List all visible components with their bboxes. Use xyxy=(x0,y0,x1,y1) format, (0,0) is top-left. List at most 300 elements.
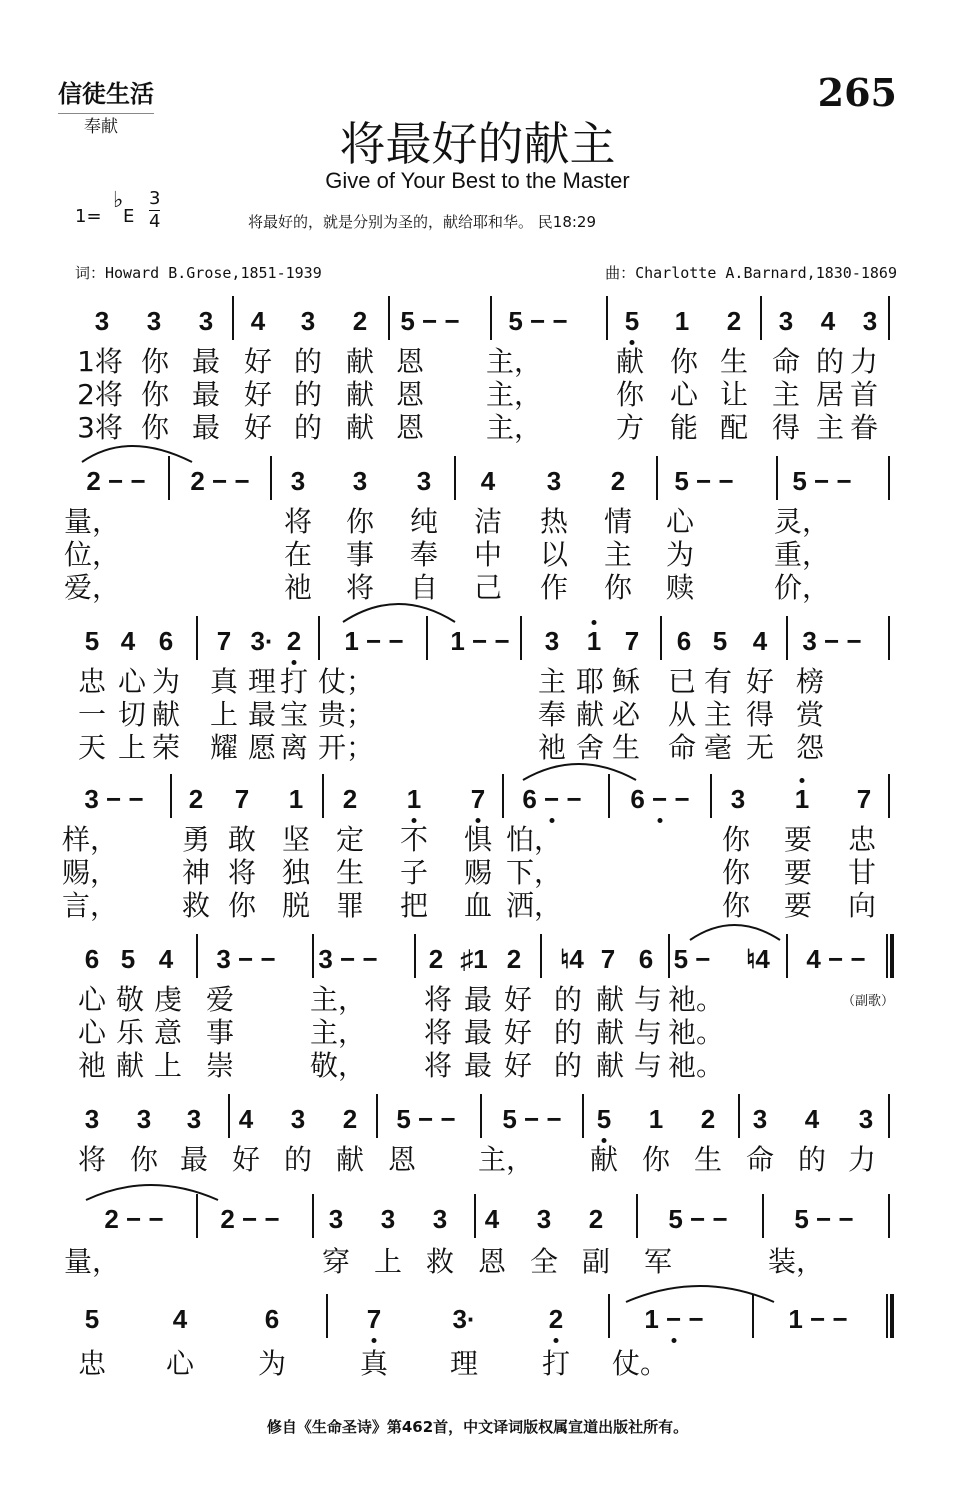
lyric-syllable: 价， xyxy=(773,571,831,604)
lyric-syllable: 纯 xyxy=(409,505,439,538)
lyric-syllable: 奉 xyxy=(409,538,439,571)
note: 1 − − xyxy=(344,626,404,656)
note: 4 xyxy=(158,944,174,974)
hymn-subtitle: Give of Your Best to the Master xyxy=(325,168,630,193)
note: 2 xyxy=(188,784,204,814)
note: 1 − − xyxy=(644,1304,704,1334)
lyric-syllable: 主， xyxy=(485,378,543,411)
note: 4 xyxy=(172,1304,188,1334)
lyric-syllable: 忠 xyxy=(77,665,107,698)
lyric-syllable: 最 xyxy=(247,698,277,731)
note: 6 xyxy=(264,1304,280,1334)
note: 2 − − xyxy=(86,466,146,496)
note: 1 xyxy=(794,784,810,814)
lyric-syllable: 理 xyxy=(449,1347,479,1380)
note: 3 xyxy=(416,466,432,496)
lyric-syllable: 心 xyxy=(77,983,107,1016)
lyric-syllable: 的 xyxy=(553,1016,583,1049)
lyric-syllable: 献 xyxy=(595,983,625,1016)
note: 3 xyxy=(858,1104,874,1134)
lyric-syllable: 怨 xyxy=(795,731,825,764)
note: 5 − − xyxy=(674,466,734,496)
note: 3 xyxy=(290,466,306,496)
lyric-syllable: 心 xyxy=(669,378,699,411)
lyric-syllable: 的 xyxy=(797,1143,827,1176)
lyric-syllable: 好 xyxy=(503,983,533,1016)
lyric-syllable: 事 xyxy=(345,538,375,571)
lyric-syllable: 主， xyxy=(485,345,543,378)
note: 6 − − xyxy=(522,784,582,814)
lyric-syllable: 真 xyxy=(359,1347,389,1380)
slur-4 xyxy=(690,925,780,940)
note: 3 xyxy=(380,1204,396,1234)
lyric-syllable: 的 xyxy=(293,411,323,444)
note: 2 xyxy=(726,306,742,336)
note: 2 xyxy=(286,626,302,656)
note: 4 xyxy=(752,626,768,656)
lyric-syllable: 量， xyxy=(63,505,121,538)
lyric-syllable: 主， xyxy=(485,411,543,444)
lyric-syllable: 你 xyxy=(345,505,375,538)
lyric-syllable: 副 xyxy=(581,1245,611,1278)
lyric-syllable: 赏 xyxy=(795,698,825,731)
note: ♮4 xyxy=(746,944,770,974)
note: 3 xyxy=(432,1204,448,1234)
lyric-syllable: 天 xyxy=(77,731,107,764)
note: 3 xyxy=(94,306,110,336)
lyric-syllable: 全 xyxy=(529,1245,559,1278)
lyric-syllable: 首 xyxy=(849,378,879,411)
note: 2 xyxy=(342,1104,358,1134)
lyric-syllable: 你 xyxy=(669,345,699,378)
note: 1 xyxy=(674,306,690,336)
lyric-syllable: 的 xyxy=(553,1049,583,1082)
lyric-syllable: 祂 xyxy=(537,731,567,764)
lyricist-credit: 词：Howard B.Grose,1851-1939 xyxy=(75,264,322,282)
lyric-syllable: 祂。 xyxy=(667,1016,725,1049)
lyric-syllable: 最 xyxy=(463,1016,493,1049)
time-bottom: 4 xyxy=(149,211,161,232)
lyric-syllable: 好 xyxy=(243,411,273,444)
note: 1 − − xyxy=(450,626,510,656)
lyric-syllable: 你 xyxy=(721,856,751,889)
note: 2 − − xyxy=(190,466,250,496)
lyric-syllable: 敢 xyxy=(227,823,257,856)
lyric-syllable: 配 xyxy=(719,411,749,444)
flat-icon: ♭ xyxy=(113,188,124,213)
lyric-syllable: 的 xyxy=(553,983,583,1016)
slur-2 xyxy=(343,604,455,622)
lyric-syllable: 献 xyxy=(151,698,181,731)
hymn-number: 265 xyxy=(817,70,897,115)
lyric-syllable: 力 xyxy=(847,1143,877,1176)
note: 7 xyxy=(600,944,616,974)
note: 5 − − xyxy=(502,1104,562,1134)
note: 5 xyxy=(624,306,640,336)
note: 1 − − xyxy=(788,1304,848,1334)
lyric-syllable: 恩 xyxy=(395,345,425,378)
lyric-syllable: 已 xyxy=(667,665,697,698)
note: 3 xyxy=(352,466,368,496)
note: 2 − − xyxy=(104,1204,164,1234)
lyric-syllable: 爱， xyxy=(63,571,121,604)
lyric-syllable: 献 xyxy=(345,345,375,378)
lyric-syllable: 荣 xyxy=(151,731,181,764)
lyric-syllable: 与 xyxy=(633,1049,663,1082)
lyric-syllable: 将 xyxy=(283,505,313,538)
lyric-syllable: 与 xyxy=(633,1016,663,1049)
lyric-syllable: 甘 xyxy=(847,856,877,889)
note: 5 xyxy=(84,1304,100,1334)
lyric-syllable: 最 xyxy=(179,1143,209,1176)
lyric-syllable: 独 xyxy=(281,856,311,889)
lyric-syllable: 灵， xyxy=(773,505,831,538)
lyric-syllable: 坚 xyxy=(281,823,311,856)
lyric-syllable: 敬 xyxy=(115,983,145,1016)
lyric-syllable: 将 xyxy=(227,856,257,889)
note: 3 xyxy=(300,306,316,336)
lyric-syllable: 恩 xyxy=(395,411,425,444)
note: 4 − − xyxy=(806,944,866,974)
lyric-syllable: 从 xyxy=(667,698,697,731)
lyric-syllable: 愿 xyxy=(247,731,277,764)
lyric-syllable: 情 xyxy=(603,505,633,538)
lyric-syllable: 献 xyxy=(589,1143,619,1176)
lyric-syllable: 把 xyxy=(399,889,429,922)
lyric-syllable: 自 xyxy=(409,571,439,604)
lyric-syllable: 意 xyxy=(153,1016,183,1049)
note: 3 xyxy=(546,466,562,496)
lyric-syllable: 得 xyxy=(771,411,801,444)
lyric-syllable: 打 xyxy=(541,1347,571,1380)
lyric-syllable: 将 xyxy=(423,1049,453,1082)
lyric-syllable: 为 xyxy=(151,665,181,698)
note: 4 xyxy=(250,306,266,336)
lyric-syllable: 居 xyxy=(815,378,845,411)
lyric-syllable: 2将 xyxy=(77,378,123,411)
lyric-syllable: 赐 xyxy=(463,856,493,889)
lyric-syllable: 为 xyxy=(257,1347,287,1380)
lyric-syllable: 以 xyxy=(539,538,569,571)
note: 2 xyxy=(588,1204,604,1234)
note: 3 xyxy=(778,306,794,336)
copyright-footer: 修自《生命圣诗》第462首，中文译词版权属宣道出版社所有。 xyxy=(266,1418,689,1436)
lyric-syllable: 为 xyxy=(665,538,695,571)
lyric-syllable: 主 xyxy=(771,378,801,411)
lyric-syllable: 真 xyxy=(209,665,239,698)
lyric-syllable: 虔 xyxy=(153,983,183,1016)
lyric-syllable: 献 xyxy=(115,1049,145,1082)
lyric-syllable: 向 xyxy=(847,889,877,922)
lyric-syllable: 献 xyxy=(345,378,375,411)
note: 3 xyxy=(730,784,746,814)
scripture-reference: 将最好的，就是分别为圣的，献给耶和华。 民18:29 xyxy=(248,213,596,231)
lyric-syllable: 3将 xyxy=(77,411,123,444)
note: 3· xyxy=(250,626,274,656)
note: 3 − − xyxy=(84,784,144,814)
lyric-syllable: 开； xyxy=(317,731,375,764)
subcategory-label: 奉献 xyxy=(84,117,118,137)
lyric-syllable: 言， xyxy=(61,889,119,922)
lyric-syllable: 耶 xyxy=(575,665,605,698)
note: 3 xyxy=(84,1104,100,1134)
lyric-syllable: 主 xyxy=(815,411,845,444)
lyric-syllable: 上 xyxy=(117,731,147,764)
lyric-syllable: 崇 xyxy=(205,1049,235,1082)
note: 7 xyxy=(470,784,486,814)
lyric-syllable: 敬， xyxy=(309,1049,367,1082)
lyric-syllable: 打 xyxy=(279,665,309,698)
lyric-syllable: 事 xyxy=(205,1016,235,1049)
lyric-syllable: 命 xyxy=(745,1143,775,1176)
lyric-syllable: 力 xyxy=(849,345,879,378)
lyric-syllable: 将 xyxy=(77,1143,107,1176)
lyric-syllable: 切 xyxy=(117,698,147,731)
lyric-syllable: 命 xyxy=(667,731,697,764)
lyric-syllable: 好 xyxy=(243,345,273,378)
note: 4 xyxy=(820,306,836,336)
lyric-syllable: 上 xyxy=(153,1049,183,1082)
lyric-syllable: 理 xyxy=(247,665,277,698)
lyric-syllable: 作 xyxy=(539,571,569,604)
lyric-syllable: 怕， xyxy=(505,823,563,856)
lyric-syllable: 洒， xyxy=(505,889,563,922)
note: ♮4 xyxy=(560,944,584,974)
lyric-syllable: 献 xyxy=(575,698,605,731)
lyric-syllable: 献 xyxy=(335,1143,365,1176)
lyric-syllable: 祂。 xyxy=(667,983,725,1016)
note: 2 xyxy=(428,944,444,974)
lyric-syllable: 得 xyxy=(745,698,775,731)
lyric-syllable: 子 xyxy=(399,856,429,889)
lyric-syllable: 你 xyxy=(603,571,633,604)
lyric-syllable: 将 xyxy=(423,983,453,1016)
lyric-syllable: 方 xyxy=(615,411,645,444)
lyric-syllable: 穿 xyxy=(321,1245,351,1278)
note: 5 − − xyxy=(668,1204,728,1234)
lyric-syllable: 你 xyxy=(721,889,751,922)
note: 1 xyxy=(586,626,602,656)
lyric-syllable: 定 xyxy=(335,823,365,856)
lyric-syllable: 己 xyxy=(473,571,503,604)
note: 3 xyxy=(186,1104,202,1134)
lyric-syllable: 最 xyxy=(191,378,221,411)
slur-6 xyxy=(626,1286,774,1302)
lyric-syllable: 最 xyxy=(463,983,493,1016)
lyric-syllable: 命 xyxy=(771,345,801,378)
lyric-syllable: 心 xyxy=(665,505,695,538)
lyric-syllable: 舍 xyxy=(575,731,605,764)
note: 5 − − xyxy=(396,1104,456,1134)
lyric-syllable: 重， xyxy=(773,538,831,571)
key-letter: E xyxy=(123,206,135,227)
lyric-syllable: 量， xyxy=(63,1245,121,1278)
lyric-syllable: 献 xyxy=(595,1049,625,1082)
lyric-syllable: 祂。 xyxy=(667,1049,725,1082)
lyric-syllable: 好 xyxy=(231,1143,261,1176)
lyric-syllable: 赐， xyxy=(61,856,119,889)
note: 5 − xyxy=(673,944,711,974)
note: 2 xyxy=(548,1304,564,1334)
lyric-syllable: 装， xyxy=(767,1245,825,1278)
lyric-syllable: 最 xyxy=(191,345,221,378)
note: 3 xyxy=(544,626,560,656)
lyric-syllable: 的 xyxy=(283,1143,313,1176)
lyric-syllable: 你 xyxy=(227,889,257,922)
note: 3 xyxy=(752,1104,768,1134)
note: 2 xyxy=(700,1104,716,1134)
note: ♯1 xyxy=(460,944,488,974)
note: 1 xyxy=(288,784,304,814)
lyric-syllable: 洁 xyxy=(473,505,503,538)
lyric-syllable: 勇 xyxy=(181,823,211,856)
lyric-syllable: 要 xyxy=(783,823,813,856)
lyric-syllable: 赎 xyxy=(665,571,695,604)
lyric-syllable: 血 xyxy=(463,889,493,922)
lyric-syllable: 要 xyxy=(783,856,813,889)
lyric-syllable: 最 xyxy=(191,411,221,444)
lyric-syllable: 军 xyxy=(643,1245,673,1278)
lyric-syllable: 心 xyxy=(117,665,147,698)
lyric-syllable: 仗； xyxy=(317,665,375,698)
note: 5 − − xyxy=(794,1204,854,1234)
note: 3 xyxy=(536,1204,552,1234)
note: 4 xyxy=(238,1104,254,1134)
lyric-syllable: 爱 xyxy=(205,983,235,1016)
slur-3 xyxy=(523,764,636,780)
lyric-syllable: 救 xyxy=(425,1245,455,1278)
lyric-syllable: 脱 xyxy=(281,889,311,922)
note: 3 xyxy=(146,306,162,336)
lyric-syllable: 有 xyxy=(703,665,733,698)
lyric-syllable: 上 xyxy=(209,698,239,731)
lyric-syllable: 生 xyxy=(335,856,365,889)
note: 3· xyxy=(452,1304,476,1334)
note: 5 − − xyxy=(508,306,568,336)
lyric-syllable: 祂 xyxy=(77,1049,107,1082)
lyric-syllable: 献 xyxy=(595,1016,625,1049)
lyric-syllable: 主 xyxy=(703,698,733,731)
lyric-syllable: 将 xyxy=(423,1016,453,1049)
note: 6 xyxy=(676,626,692,656)
lyric-syllable: 奉 xyxy=(537,698,567,731)
note: 3 − − xyxy=(802,626,862,656)
note: 1 xyxy=(406,784,422,814)
note: 5 xyxy=(712,626,728,656)
lyric-syllable: 好 xyxy=(243,378,273,411)
lyric-syllable: 神 xyxy=(181,856,211,889)
lyric-syllable: 一 xyxy=(77,698,107,731)
note: 3 xyxy=(198,306,214,336)
note: 4 xyxy=(480,466,496,496)
lyric-syllable: 的 xyxy=(815,345,845,378)
lyric-syllable: 热 xyxy=(539,505,569,538)
lyric-syllable: 你 xyxy=(140,411,170,444)
lyric-syllable: 你 xyxy=(615,378,645,411)
lyric-syllable: 好 xyxy=(503,1016,533,1049)
lyric-syllable: 中 xyxy=(473,538,503,571)
note: 2 xyxy=(352,306,368,336)
lyric-syllable: 惧 xyxy=(463,823,493,856)
lyric-syllable: 你 xyxy=(721,823,751,856)
lyric-syllable: 毫 xyxy=(703,731,733,764)
note: 3 xyxy=(328,1204,344,1234)
note: 7 xyxy=(234,784,250,814)
lyric-syllable: 好 xyxy=(503,1049,533,1082)
lyric-syllable: 主， xyxy=(309,983,367,1016)
lyric-syllable: 你 xyxy=(140,378,170,411)
note: 3 xyxy=(862,306,878,336)
note: 3 − − xyxy=(216,944,276,974)
lyric-syllable: 不 xyxy=(399,823,429,856)
lyric-syllable: 的 xyxy=(293,378,323,411)
key-prefix: 1= xyxy=(75,206,102,227)
slur-1 xyxy=(82,446,192,462)
note: 7 xyxy=(856,784,872,814)
lyric-syllable: 眷 xyxy=(849,411,879,444)
lyric-syllable: 让 xyxy=(719,378,749,411)
lyric-syllable: 乐 xyxy=(115,1016,145,1049)
lyric-syllable: 献 xyxy=(615,345,645,378)
note: 4 xyxy=(804,1104,820,1134)
lyric-syllable: 宝 xyxy=(279,698,309,731)
note: 4 xyxy=(484,1204,500,1234)
note: 6 xyxy=(84,944,100,974)
lyric-syllable: 贵； xyxy=(317,698,375,731)
lyric-syllable: 献 xyxy=(345,411,375,444)
lyric-syllable: 榜 xyxy=(795,665,825,698)
lyric-syllable: 1将 xyxy=(77,345,123,378)
lyric-syllable: 恩 xyxy=(395,378,425,411)
lyric-syllable: 忠 xyxy=(847,823,877,856)
note: 5 xyxy=(596,1104,612,1134)
note: 2 xyxy=(610,466,626,496)
lyric-syllable: 与 xyxy=(633,983,663,1016)
note: 5 − − xyxy=(792,466,852,496)
note: 7 xyxy=(366,1304,382,1334)
lyric-syllable: 耀 xyxy=(209,731,239,764)
lyric-syllable: 你 xyxy=(129,1143,159,1176)
lyric-syllable: 好 xyxy=(745,665,775,698)
lyric-syllable: 主 xyxy=(537,665,567,698)
category-label: 信徒生活 xyxy=(58,74,154,114)
lyric-syllable: 救 xyxy=(181,889,211,922)
lyric-syllable: 你 xyxy=(641,1143,671,1176)
lyric-syllable: 生 xyxy=(611,731,641,764)
lyric-syllable: 能 xyxy=(669,411,699,444)
lyric-syllable: 上 xyxy=(373,1245,403,1278)
lyric-syllable: 要 xyxy=(783,889,813,922)
lyric-syllable: 生 xyxy=(719,345,749,378)
lyric-syllable: 样， xyxy=(61,823,119,856)
note: 7 xyxy=(624,626,640,656)
lyric-syllable: 主 xyxy=(603,538,633,571)
note: 3 − − xyxy=(318,944,378,974)
composer-credit: 曲：Charlotte A.Barnard,1830-1869 xyxy=(605,264,897,282)
lyric-syllable: 将 xyxy=(345,571,375,604)
lyric-syllable: 离 xyxy=(279,731,309,764)
lyric-syllable: 心 xyxy=(165,1347,195,1380)
note: 7 xyxy=(216,626,232,656)
refrain-tag: （副歌） xyxy=(842,994,895,1009)
note: 3 xyxy=(290,1104,306,1134)
lyric-syllable: 下， xyxy=(505,856,563,889)
note: 2 xyxy=(342,784,358,814)
lyric-syllable: 祂 xyxy=(283,571,313,604)
lyric-syllable: 主， xyxy=(309,1016,367,1049)
note: 3 xyxy=(136,1104,152,1134)
lyric-syllable: 罪 xyxy=(335,889,365,922)
